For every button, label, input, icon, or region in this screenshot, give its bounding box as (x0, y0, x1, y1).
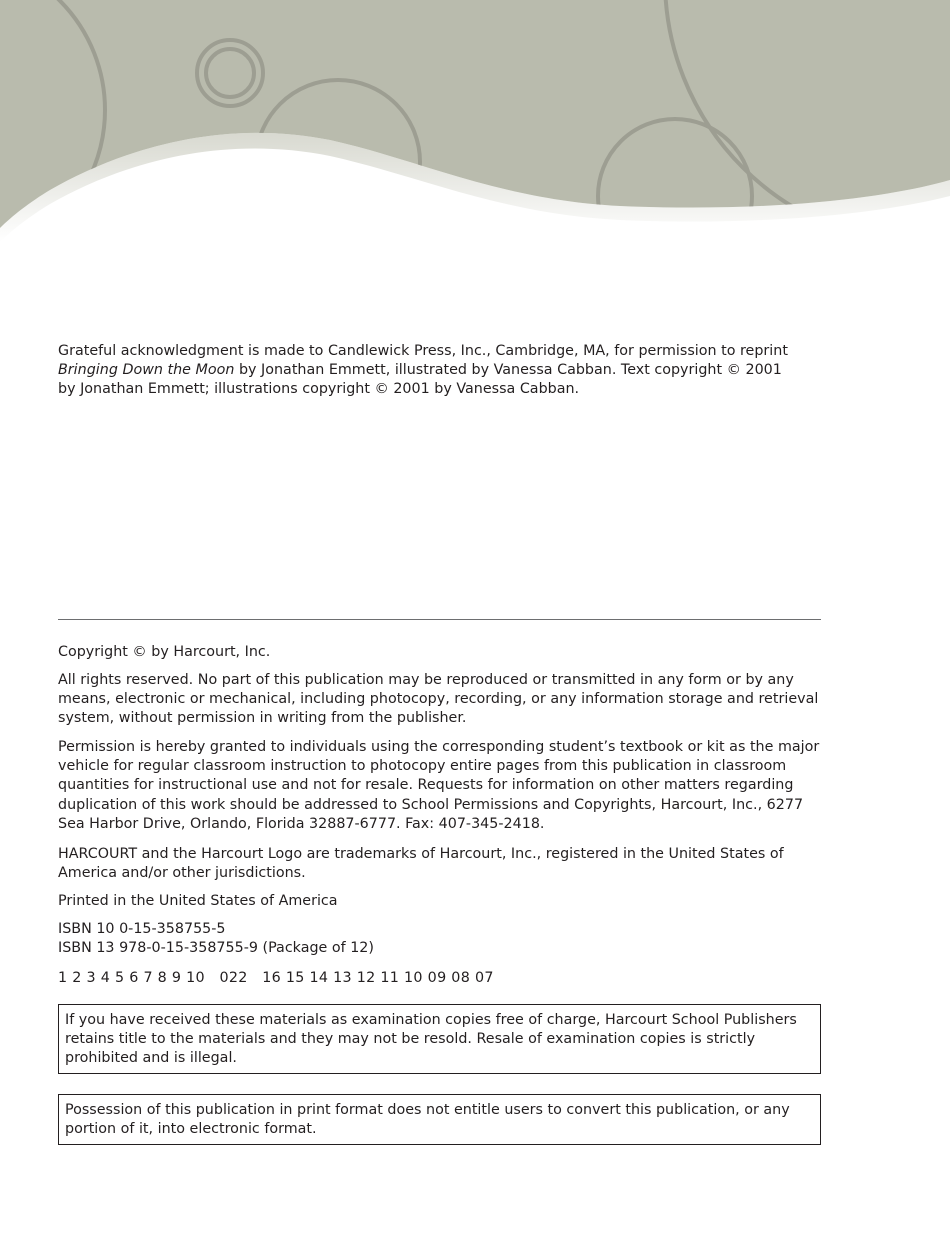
electronic-format-notice: Possession of this publication in print format does not entitle users to convert this publication, or any portion of it, into electronic format. (58, 1094, 821, 1145)
rights-reserved-paragraph: All rights reserved. No part of this publication may be reproduced or transmitted in any form or by any means, electronic or mechanical, including photocopy, recording, or any information storage and retrieval system, without permission in writing from the publisher. (58, 672, 819, 727)
acknowledgment-line-3: by Jonathan Emmett; illustrations copyright © 2001 by Vanessa Cabban. (58, 381, 580, 398)
acknowledgment-line-1: Grateful acknowledgment is made to Candlewick Press, Inc., Cambridge, MA, for permission to reprint (58, 343, 788, 359)
trademark-paragraph: HARCOURT and the Harcourt Logo are trademarks of Harcourt, Inc., registered in the United States of America and/or other jurisdictions. (58, 846, 784, 882)
copyright-line: Copyright © by Harcourt, Inc. (58, 644, 271, 660)
acknowledgment-paragraph (58, 342, 828, 400)
isbn-block (58, 920, 828, 958)
book-title: Bringing Down the Moon (58, 362, 235, 379)
isbn-13: ISBN 13 978-0-15-358755-9 (Package of 12) (58, 940, 374, 957)
decorative-header-wave (0, 0, 950, 260)
acknowledgment-line-2: by Jonathan Emmett, illustrated by Vanessa Cabban. Text copyright © 2001 (234, 362, 782, 379)
permission-paragraph: Permission is hereby granted to individuals using the corresponding student’s textbook or kit as the major vehicle for regular classroom instruction to photocopy entire pages from this publication in classroom quantities for instructional use and not for resale. Requests for information on other matters regarding duplication of this work should be addressed to School Permissions and Copyrights, Harcourt, Inc., 6277 Sea Harbor Drive, Orlando, Florida 32887-6777. Fax: 407-345-2418. (58, 739, 820, 832)
examination-copy-notice: If you have received these materials as examination copies free of charge, Harcourt School Publishers retains title to the materials and they may not be resold. Resale of examination copies is strictly prohibited and is illegal. (58, 1004, 821, 1074)
divider (58, 619, 821, 620)
print-number-line: 1 2 3 4 5 6 7 8 9 10 022 16 15 14 13 12 11 10 09 08 07 (58, 970, 494, 986)
printed-in-line: Printed in the United States of America (58, 893, 338, 909)
isbn-10: ISBN 10 0-15-358755-5 (58, 921, 226, 937)
